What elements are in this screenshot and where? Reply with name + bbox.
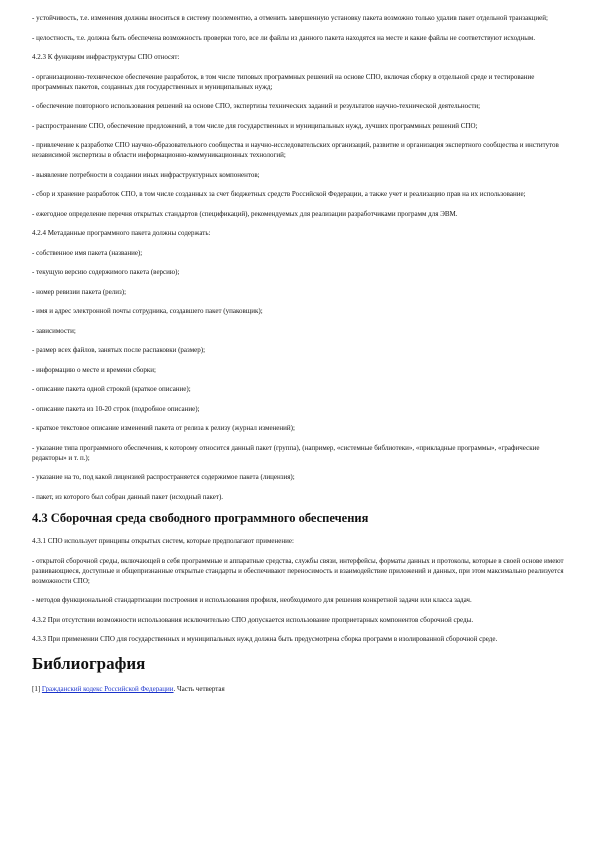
- paragraph: - описание пакета одной строкой (краткое описание);: [32, 385, 191, 393]
- paragraph: - номер ревизии пакета (релиз);: [32, 287, 127, 296]
- paragraph: - устойчивость, т.е. изменения должны вноситься в систему поэлементно, а отменить завершенную установку пакета возможно только удалив пакет отдельной транзакцией;: [32, 14, 548, 22]
- paragraph: - пакет, из которого был собран данный пакет (исходный пакет).: [32, 492, 224, 501]
- paragraph: - организационно-техническое обеспечение разработок, в том числе типовых программных решений на основе СПО, включая сборку в отдельной среде и тестирование программных пакетов, созданных для государственных и муниципальных нужд;: [32, 72, 535, 91]
- paragraph: - выявление потребности в создании иных инфраструктурных компонентов;: [32, 170, 260, 179]
- paragraph: - указание на то, под какой лицензией распространяется содержимое пакета (лицензия);: [32, 473, 295, 481]
- bibliography-heading: Библиография: [32, 654, 146, 673]
- paragraph: - обеспечение повторного использования решений на основе СПО, экспертизы технических заданий и результатов научно-технической деятельности;: [32, 102, 481, 110]
- paragraph: - информацию о месте и времени сборки;: [32, 365, 156, 374]
- paragraph-list-top: [32, 13, 567, 502]
- paragraph: - собственное имя пакета (название);: [32, 248, 143, 257]
- paragraph: - текущую версию содержимого пакета (версию);: [32, 268, 180, 276]
- bibliography-link[interactable]: Гражданский кодекс Российской Федерации: [41, 685, 174, 693]
- bibliography-entry: [32, 684, 567, 694]
- paragraph: - размер всех файлов, занятых после распаковки (размер);: [32, 346, 206, 354]
- paragraph: - открытой сборочной среды, включающей в себя программные и аппаратные средства, службы связи, интерфейсы, форматы данных и протоколы, которые в своей основе имеют развивающиеся, доступные и общепризнанные открытые стандарты и обеспечивают переносимость и взаимодействие приложений и данных, при этом максимально реализуется возможности СПО;: [32, 556, 564, 585]
- paragraph: 4.2.4 Метаданные программного пакета должны содержать:: [32, 229, 211, 237]
- paragraph: - ежегодное определение перечня открытых стандартов (спецификаций), рекомендуемых для реализации разработчиками программ для ЭВМ.: [32, 209, 458, 218]
- paragraph: - распространение СПО, обеспечение предложений, в том числе для государственных и муниципальных нужд, лучших программных решений СПО;: [32, 121, 478, 130]
- paragraph: - зависимости;: [32, 326, 76, 335]
- paragraph: - целостность, т.е. должна быть обеспечена возможность проверки того, все ли файлы из данного пакета находятся на месте и какие файлы не соответствуют исходным.: [32, 33, 536, 42]
- section-heading: 4.3 Сборочная среда свободного программного обеспечения: [32, 511, 369, 525]
- paragraph: - описание пакета из 10-20 строк (подробное описание);: [32, 404, 200, 413]
- paragraph-list-section: [32, 536, 567, 644]
- paragraph: 4.2.3 К функциям инфраструктуры СПО относят:: [32, 53, 180, 61]
- bibliography-rest: . Часть четвертая: [173, 685, 225, 693]
- paragraph: - привлечение к разработке СПО научно-образовательного сообщества и научно-исследовательских организаций, развитие и организация экспертного сообщества и институтов независимой экспертизы в области информационно-коммуникационных технологий;: [32, 141, 559, 159]
- bibliography-number: [1]: [32, 685, 41, 693]
- paragraph: - методов функциональной стандартизации построения и использования профиля, необходимого для решения конкретной задачи или класса задач.: [32, 596, 472, 604]
- paragraph: 4.3.2 При отсутствии возможности использования исключительно СПО допускается использование проприетарных компонентов сборочной среды.: [32, 615, 474, 624]
- paragraph: - имя и адрес электронной почты сотрудника, создавшего пакет (упаковщик);: [32, 307, 263, 315]
- paragraph: 4.3.3 При применении СПО для государственных и муниципальных нужд должна быть предусмотрена сборка программ в изолированной сборочной среде.: [32, 635, 498, 643]
- paragraph: - сбор и хранение разработок СПО, в том числе созданных за счет бюджетных средств Российской Федерации, а также учет и реализацию прав на их использование;: [32, 190, 526, 198]
- paragraph: - указание типа программного обеспечения, к которому относится данный пакет (группа), (например, «системные библиотеки», «прикладные программы», «графические редакторы» и т. п.);: [32, 443, 540, 462]
- paragraph: - краткое текстовое описание изменений пакета от релиза к релизу (журнал изменений);: [32, 424, 295, 432]
- paragraph: 4.3.1 СПО использует принципы открытых систем, которые предполагают применение:: [32, 537, 294, 545]
